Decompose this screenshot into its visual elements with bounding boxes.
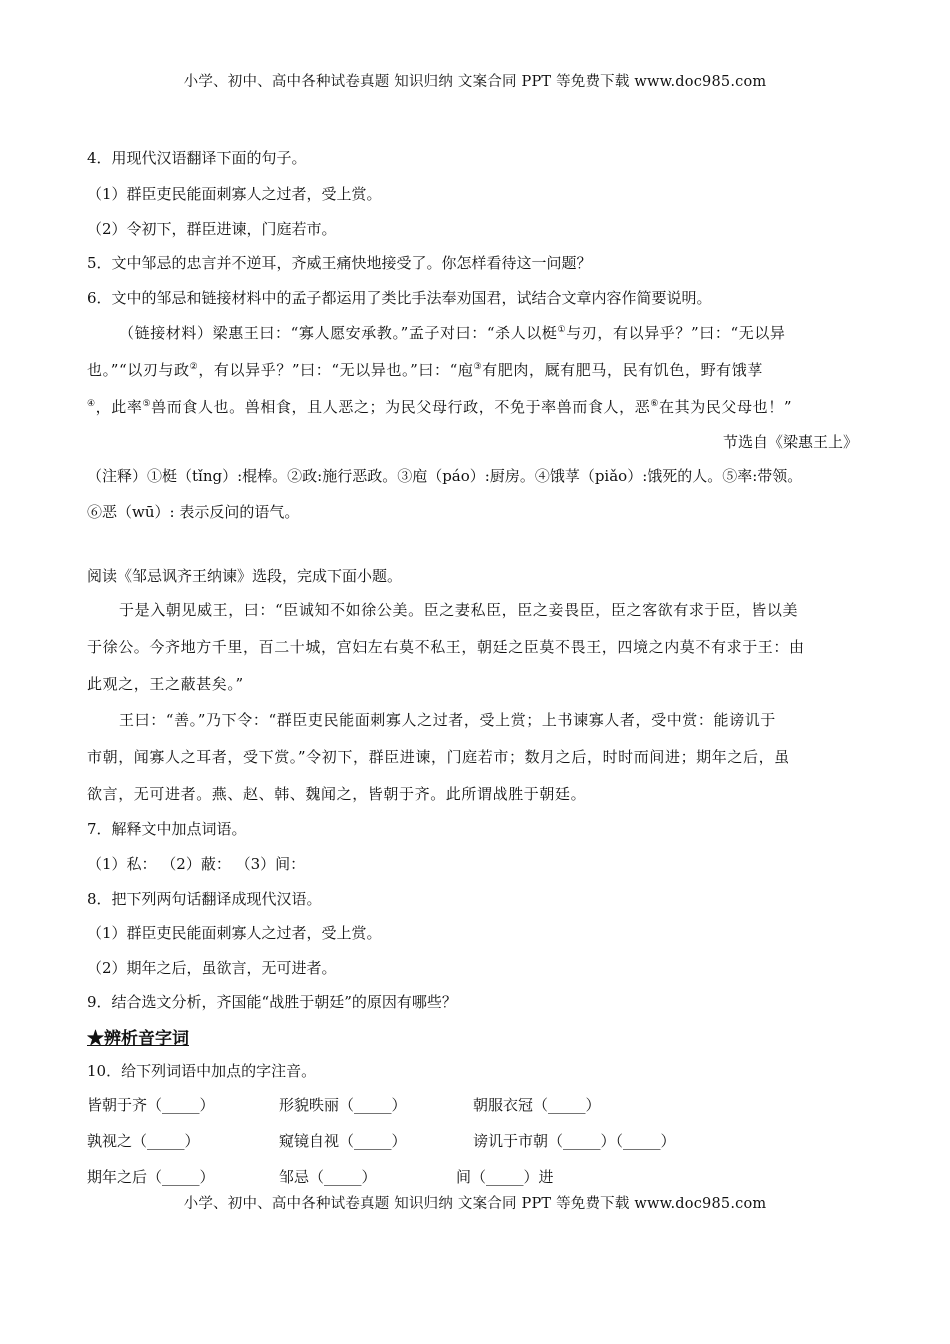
passage-p2-line-3: 欲言，无可进者。燕、赵、韩、魏闻之，皆朝于齐。此所谓战胜于朝廷。: [87, 785, 587, 803]
pinyin-item: 形貌昳丽（_____）: [279, 1096, 407, 1114]
link-material-line-2: 也。”“以刃与政②，有以异乎？”曰：“无以异也。”曰：“庖③有肥肉，厩有肥马，民有饥色，野有饿莩: [87, 361, 763, 379]
passage-p1-line-1: 于是入朝见威王，曰：“臣诚知不如徐公美。臣之妻私臣，臣之妾畏臣，臣之客欲有求于臣，皆以美: [119, 601, 799, 619]
question-10-title: 10．给下列词语中加点的字注音。: [87, 1062, 317, 1080]
pinyin-item: 谤讥于市朝（_____）（_____）: [473, 1132, 676, 1150]
question-4-sentence-1: （1）群臣吏民能面刺寡人之过者，受上赏。: [87, 185, 382, 203]
question-6: 6．文中的邹忌和链接材料中的孟子都运用了类比手法奉劝国君，试结合文章内容作简要说明。: [87, 289, 712, 307]
question-8-sentence-1: （1）群臣吏民能面刺寡人之过者，受上赏。: [87, 924, 382, 942]
page-header: 小学、初中、高中各种试卷真题 知识归纳 文案合同 PPT 等免费下载 www.doc985.com: [183, 74, 767, 90]
passage-p2-line-1: 王曰：“善。”乃下令：“群臣吏民能面刺寡人之过者，受上赏；上书谏寡人者，受中赏：能谤讥于: [119, 711, 776, 729]
question-9: 9．结合选文分析，齐国能“战胜于朝廷”的原因有哪些？: [87, 993, 457, 1011]
pinyin-item: 窥镜自视（_____）: [279, 1132, 407, 1150]
passage-p1-line-2: 于徐公。今齐地方千里，百二十城，宫妇左右莫不私王，朝廷之臣莫不畏王，四境之内莫不有求于王：由: [87, 638, 805, 656]
section-title: ★辨析音字词: [87, 1029, 189, 1049]
annotation-line-1: （注释）①梃（tǐng）:棍棒。②政:施行恶政。③庖（páo）:厨房。④饿莩（piǎo）:饿死的人。⑤率:带领。: [87, 467, 803, 485]
question-4-title: 4．用现代汉语翻译下面的句子。: [87, 149, 307, 167]
link-material-line-1: （链接材料）梁惠王曰：“寡人愿安承教。”孟子对曰：“杀人以梃①与刃，有以异乎？”曰：“无以异: [119, 324, 786, 342]
question-5: 5．文中邹忌的忠言并不逆耳，齐威王痛快地接受了。你怎样看待这一问题？: [87, 254, 592, 272]
question-8-sentence-2: （2）期年之后，虽欲言，无可进者。: [87, 959, 337, 977]
question-4-sentence-2: （2）令初下，群臣进谏，门庭若市。: [87, 220, 337, 238]
pinyin-item: 皆朝于齐（_____）: [87, 1096, 215, 1114]
passage-p1-line-3: 此观之，王之蔽甚矣。”: [87, 675, 244, 693]
link-material-source: 节选自《梁惠王上》: [722, 433, 858, 451]
reading-intro: 阅读《邹忌讽齐王纳谏》选段，完成下面小题。: [87, 567, 403, 585]
pinyin-item: 孰视之（_____）: [87, 1132, 200, 1150]
passage-p2-line-2: 市朝，闻寡人之耳者，受下赏。”令初下，群臣进谏，门庭若市；数月之后，时时而间进；期年之后，虽: [87, 748, 790, 766]
pinyin-item: 期年之后（_____）: [87, 1168, 215, 1186]
link-material-line-3: ④，此率⑤兽而食人也。兽相食，且人恶之；为民父母行政，不免于率兽而食人，恶⑥在其为民父母也！”: [87, 398, 793, 416]
pinyin-item: 朝服衣冠（_____）: [473, 1096, 601, 1114]
page-footer: 小学、初中、高中各种试卷真题 知识归纳 文案合同 PPT 等免费下载 www.doc985.com: [183, 1196, 767, 1212]
pinyin-item: 间（_____）进: [456, 1168, 554, 1186]
pinyin-item: 邹忌（_____）: [279, 1168, 377, 1186]
annotation-line-2: ⑥恶（wū）: 表示反问的语气。: [87, 503, 300, 521]
question-8-title: 8．把下列两句话翻译成现代汉语。: [87, 890, 322, 908]
question-7-title: 7．解释文中加点词语。: [87, 820, 247, 838]
question-7-items: （1）私： （2）蔽： （3）间：: [87, 855, 306, 873]
